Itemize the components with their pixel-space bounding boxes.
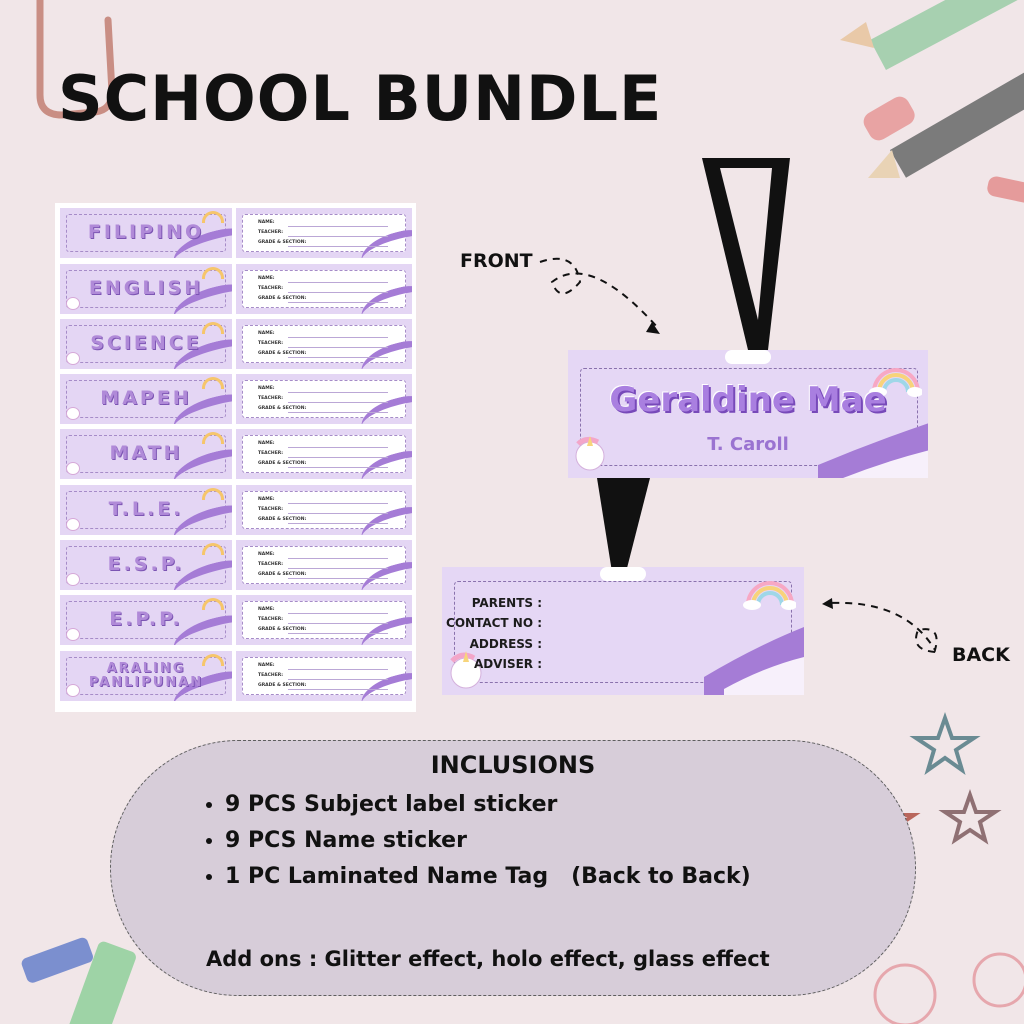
name-sticker-field: GRADE & SECTION: <box>258 351 307 356</box>
back-callout: BACK <box>952 644 1010 666</box>
back-arrow <box>830 603 937 652</box>
name-sticker-field: GRADE & SECTION: <box>258 683 307 688</box>
front-name-tag <box>568 350 928 478</box>
subject-label-text: FILIPINO <box>87 221 205 244</box>
name-sticker-field: TEACHER: <box>258 507 284 512</box>
name-sticker-field: NAME: <box>258 276 275 281</box>
lanyard-strap <box>597 478 650 572</box>
back-tag-field: CONTACT NO : <box>446 616 542 630</box>
name-sticker-field: NAME: <box>258 220 275 225</box>
front-tag-name: Geraldine Mae <box>609 380 887 420</box>
subject-label-text: SCIENCE <box>90 332 202 355</box>
tag-slot <box>725 350 771 364</box>
subject-label-text: MATH <box>109 442 183 465</box>
unicorn-icon <box>444 649 488 693</box>
name-sticker-field: GRADE & SECTION: <box>258 406 307 411</box>
subject-label-text: T.L.E. <box>108 498 184 521</box>
name-sticker-field: NAME: <box>258 663 275 668</box>
name-sticker-field: NAME: <box>258 497 275 502</box>
lanyard-strap <box>702 158 790 350</box>
inclusion-item: • 9 PCS Name sticker <box>225 823 751 859</box>
tag-slot <box>600 567 646 581</box>
name-sticker-field: TEACHER: <box>258 286 284 291</box>
name-sticker-field: GRADE & SECTION: <box>258 517 307 522</box>
name-sticker-field: TEACHER: <box>258 341 284 346</box>
name-sticker-field: GRADE & SECTION: <box>258 572 307 577</box>
name-sticker-field: GRADE & SECTION: <box>258 296 307 301</box>
rainbow-icon <box>742 571 796 611</box>
name-sticker-field: GRADE & SECTION: <box>258 461 307 466</box>
name-sticker-field: TEACHER: <box>258 451 284 456</box>
name-sticker-field: TEACHER: <box>258 617 284 622</box>
name-sticker-field: NAME: <box>258 441 275 446</box>
subject-label-text: MAPEH <box>100 387 192 410</box>
inclusions-heading: INCLUSIONS <box>430 751 596 779</box>
back-tag-field: ADDRESS : <box>469 637 542 651</box>
inclusions-list <box>201 787 751 895</box>
front-callout: FRONT <box>460 250 533 272</box>
inclusion-item: • 9 PCS Subject label sticker <box>225 787 751 823</box>
page-title: SCHOOL BUNDLE <box>58 62 663 135</box>
name-sticker-field: NAME: <box>258 386 275 391</box>
name-sticker-field: TEACHER: <box>258 562 284 567</box>
name-sticker-field: TEACHER: <box>258 673 284 678</box>
front-tag-subname: T. Caroll <box>707 434 789 455</box>
name-sticker-field: TEACHER: <box>258 396 284 401</box>
name-sticker-field: TEACHER: <box>258 230 284 235</box>
back-tag-field: ADVISER : <box>473 657 542 671</box>
name-sticker-field: GRADE & SECTION: <box>258 627 307 632</box>
wave-decoration <box>704 627 804 695</box>
subject-label-text: ENGLISH <box>88 277 204 300</box>
back-tag-field: PARENTS : <box>471 596 542 610</box>
inclusions-panel <box>110 740 916 996</box>
subject-label-text: E.P.P. <box>109 608 183 631</box>
inclusion-item: • 1 PC Laminated Name Tag (Back to Back) <box>225 859 751 895</box>
subject-label-text: E.S.P. <box>107 553 185 576</box>
addons-text: Add ons : Glitter effect, holo effect, glass effect <box>206 947 770 971</box>
subject-label-text: ARALING PANLIPUNAN <box>88 661 204 690</box>
name-sticker-field: NAME: <box>258 331 275 336</box>
front-arrow <box>540 259 658 328</box>
name-sticker-field: NAME: <box>258 552 275 557</box>
name-sticker-field: GRADE & SECTION: <box>258 240 307 245</box>
name-sticker-field: NAME: <box>258 607 275 612</box>
back-name-tag <box>442 567 804 695</box>
